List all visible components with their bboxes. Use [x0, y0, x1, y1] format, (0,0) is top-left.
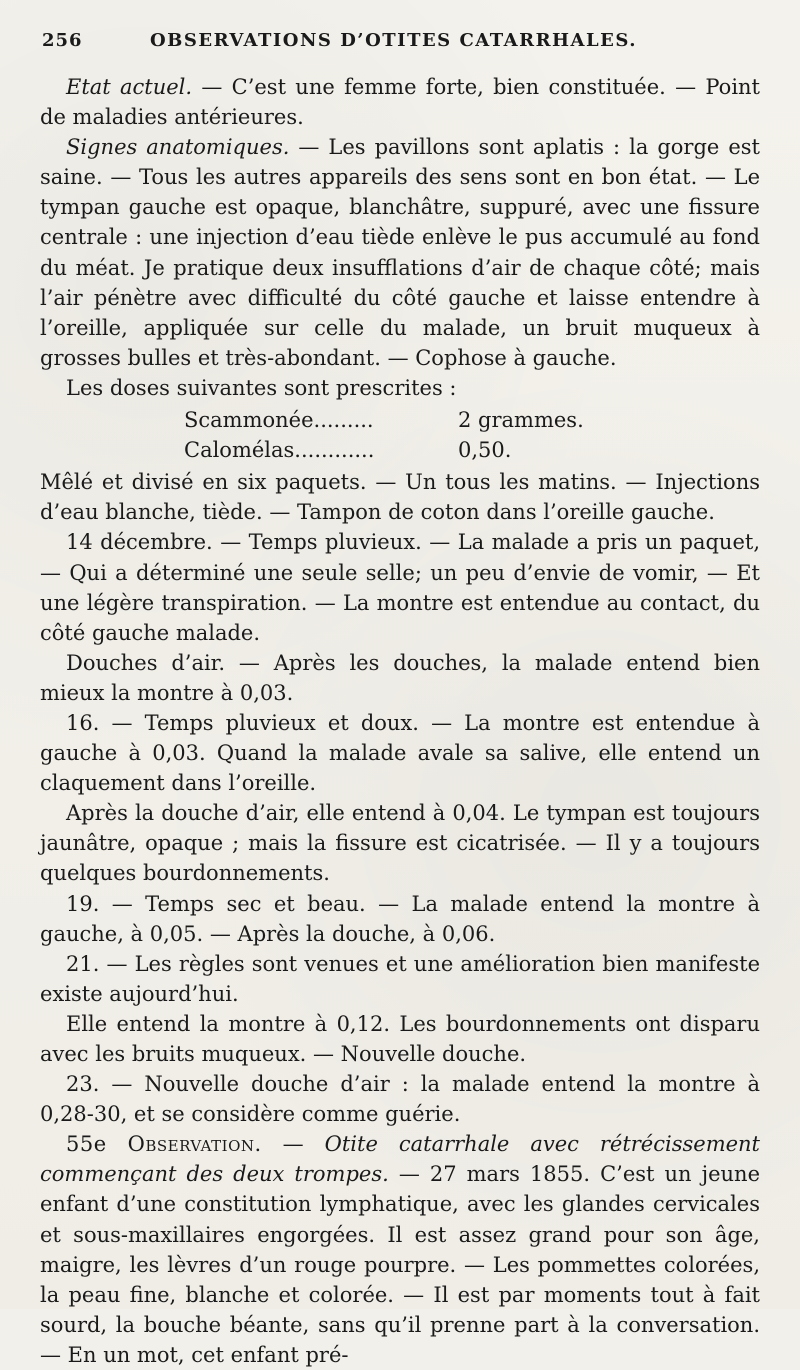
observation-dash: —: [261, 1132, 325, 1157]
paragraph-text: 14 décembre. — Temps pluvieux. — La malade a pris un paquet,— Qui a déterminé une seule selle; un peu d’envie de vomir, — Et une légère transpiration. — La montre est entendue au contact, du côté gauche malade.: [40, 530, 760, 645]
running-title: OBSERVATIONS D’OTITES CATARRHALES.: [150, 30, 638, 51]
paragraph-preparation: [40, 467, 760, 527]
observation-title: Otite catarrhale avec rétrécissement commençant des deux trompes.: [40, 1132, 760, 1187]
body-text: [40, 72, 760, 1370]
paragraph-text: Les doses suivantes sont prescrites :: [66, 375, 457, 400]
paragraph-text: Après la douche d’air, elle entend à 0,04. Le tympan est toujours jaunâtre, opaque ; mais la fissure est cicatrisée. — Il y a toujours quelques bourdonnements.: [40, 801, 760, 886]
paragraph-23: [40, 1069, 760, 1129]
paragraph-text: 21. — Les règles sont venues et une amélioration bien manifeste existe aujourd’hui.: [40, 951, 760, 1006]
paragraph-observation-55: [40, 1129, 760, 1370]
running-head: [40, 30, 760, 62]
prescription-row: [184, 435, 604, 465]
drug-name: Scammonée.........: [184, 408, 374, 433]
observation-number: 55e: [66, 1132, 107, 1157]
paragraph-text: 23. — Nouvelle douche d’air : la malade entend la montre à 0,28-30, et se considère comme guérie.: [40, 1072, 760, 1127]
paragraph-16: [40, 708, 760, 798]
page-number: 256: [42, 30, 83, 51]
paragraph-lead: Etat actuel.: [66, 75, 193, 99]
drug-dose: 0,50.: [458, 438, 512, 463]
paragraph-19: [40, 889, 760, 949]
prescription-list: [40, 405, 604, 465]
drug-name: Calomélas............: [184, 438, 375, 463]
paragraph-douches-air: [40, 648, 760, 708]
drug-dose: 2 grammes.: [458, 408, 584, 433]
paragraph-etat-actuel: [40, 72, 760, 132]
paragraph-text: 19. — Temps sec et beau. — La malade entend la montre à gauche, à 0,05. — Après la douche, à 0,06.: [40, 891, 760, 946]
paragraph-apres-douche: [40, 798, 760, 888]
observation-text: — 27 mars 1855. C’est un jeune enfant d’une constitution lymphatique, avec les glandes cervicales et sous-maxillaires engorgées. Il est assez grand pour son âge, maigre, les lèvres d’un rouge pourpre. — Les pommettes colorées, la peau fine, blanche et colorée. — Il est par moments tout à fait sourd, la bouche béante, sans qu’il prenne part à la conversation. — En un mot, cet enfant pré-: [40, 1162, 761, 1367]
paragraph-prescription-intro: [40, 373, 760, 403]
paragraph-montre-012: [40, 1009, 760, 1069]
observation-label: Observation.: [127, 1132, 262, 1157]
paragraph-lead: Signes anatomiques.: [66, 135, 290, 160]
paragraph-text: — Les pavillons sont aplatis : la gorge est saine. — Tous les autres appareils des sens sont en bon état. — Le tympan gauche est opaque, blanchâtre, suppuré, avec une fissure centrale : une injection d’eau tiède enlève le pus accumulé au fond du méat. Je pratique deux insufflations d’air de chaque côté; mais l’air pénètre avec difficulté du côté gauche et laisse entendre à l’oreille, appliquée sur celle du malade, un bruit muqueux à grosses bulles et très-abondant. — Cophose à gauche.: [40, 135, 760, 370]
paragraph-text: Mêlé et divisé en six paquets. — Un tous les matins. — Injections d’eau blanche, tiède. — Tampon de coton dans l’oreille gauche.: [40, 470, 760, 525]
prescription-row: [184, 405, 604, 435]
paragraph-text: 16. — Temps pluvieux et doux. — La montre est entendue à gauche à 0,03. Quand la malade avale sa salive, elle entend un claquement dans l’oreille.: [40, 710, 760, 796]
paragraph-14-decembre: [40, 527, 760, 647]
paragraph-text: — C’est une femme forte, bien constituée. — Point de maladies antérieures.: [40, 75, 760, 130]
paragraph-text: Douches d’air. — Après les douches, la malade entend bien mieux la montre à 0,03.: [40, 650, 760, 705]
paragraph-text: Elle entend la montre à 0,12. Les bourdonnements ont disparu avec les bruits muqueux. — Nouvelle douche.: [40, 1011, 760, 1066]
paragraph-21: [40, 949, 760, 1009]
paragraph-signes-anatomiques: [40, 132, 760, 373]
